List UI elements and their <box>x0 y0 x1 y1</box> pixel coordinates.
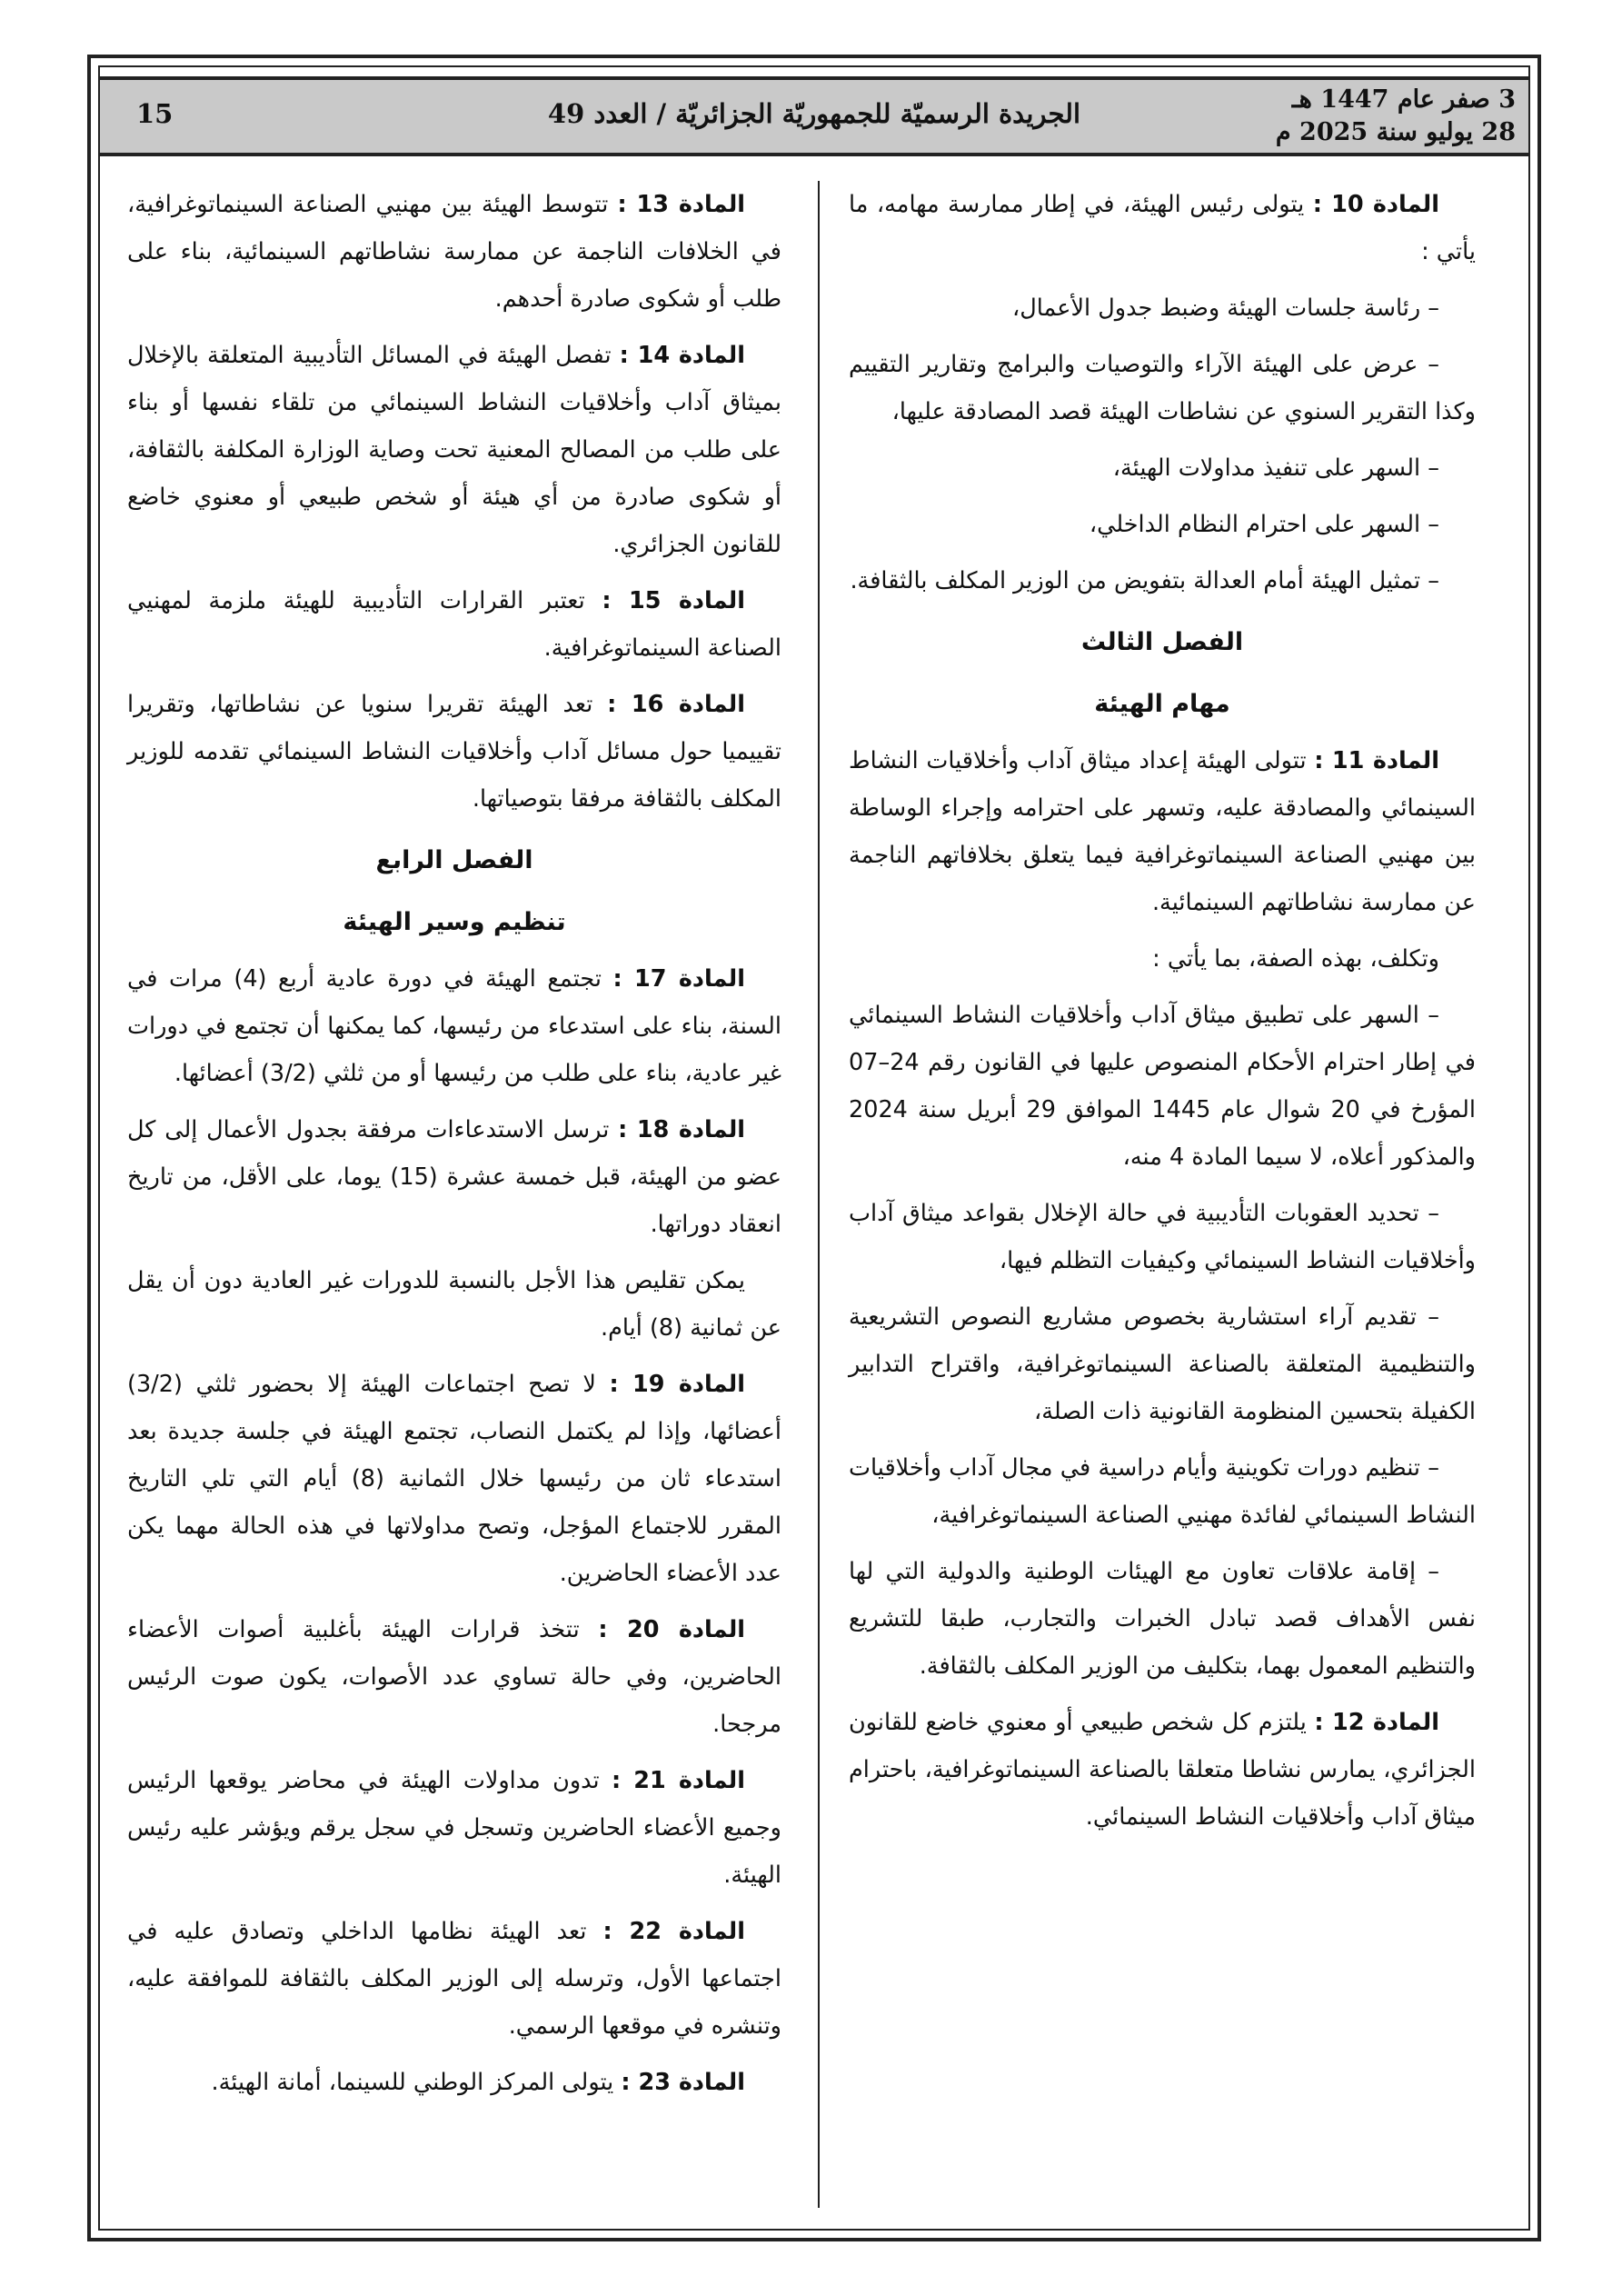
article-label: المادة 13 : <box>617 191 746 218</box>
paragraph <box>849 444 1476 492</box>
paragraph-text: – السهر على احترام النظام الداخلي، <box>1089 511 1439 538</box>
paragraph <box>849 341 1476 435</box>
paragraph-text: – تمثيل الهيئة أمام العدالة بتفويض من الوزير المكلف بالثقافة. <box>850 567 1439 594</box>
paragraph <box>127 332 781 568</box>
paragraph <box>127 681 781 823</box>
page-number: 15 <box>136 98 174 129</box>
article-label: المادة 22 : <box>602 1918 745 1945</box>
paragraph <box>849 1444 1476 1539</box>
paragraph <box>849 557 1476 604</box>
paragraph <box>127 1606 781 1748</box>
paragraph-text: – تحديد العقوبات التأديبية في حالة الإخلال بقواعد ميثاق آداب وأخلاقيات النشاط السينمائي وكيفيات التظلم فيها، <box>849 1200 1476 1274</box>
paragraph-text: تجتمع الهيئة في دورة عادية أربع (4) مرات في السنة، بناء على استدعاء من رئيسها، كما يمكنها أن تجتمع في دورات غير عادية، بناء على طلب من رئيسها أو من ثلثي (3/2) أعضائها. <box>127 965 781 1087</box>
gazette-header <box>100 76 1528 156</box>
article-label: المادة 19 : <box>609 1371 745 1398</box>
section-heading: الفصل الرابع <box>375 846 533 874</box>
article-label: المادة 15 : <box>602 587 745 614</box>
paragraph-text: تفصل الهيئة في المسائل التأديبية المتعلقة بالإخلال بميثاق آداب وأخلاقيات النشاط السينمائي من تلقاء نفسها أو بناء على طلب من المصالح المعنية تحت وصاية الوزارة المكلفة بالثقافة، أو شكوى صادرة من أي هيئة أو شخص طبيعي أو معنوي خاضع للقانون الجزائري. <box>127 342 781 558</box>
paragraph <box>127 1361 781 1597</box>
paragraph <box>849 992 1476 1181</box>
paragraph-text: تعتبر القرارات التأديبية للهيئة ملزمة لمهنيي الصناعة السينماتوغرافية. <box>127 587 781 662</box>
paragraph <box>127 2059 781 2106</box>
section-heading: تنظيم وسير الهيئة <box>343 908 566 936</box>
paragraph-text: – السهر على تطبيق ميثاق آداب وأخلاقيات النشاط السينمائي في إطار احترام الأحكام المنصوص عليها في القانون رقم 24–07 المؤرخ في 20 شوال عام 1445 الموافق 29 أبريل سنة 2024 والمذكور أعلاه، لا سيما المادة 4 منه، <box>849 1002 1477 1171</box>
paragraph <box>127 1757 781 1899</box>
paragraph-text: ترسل الاستدعاءات مرفقة بجدول الأعمال إلى كل عضو من الهيئة، قبل خمسة عشرة (15) يوما، على الأقل، من تاريخ انعقاد دوراتها. <box>127 1116 781 1238</box>
paragraph <box>849 1699 1476 1841</box>
paragraph <box>849 501 1476 548</box>
paragraph-text: – تقديم آراء استشارية بخصوص مشاريع النصوص التشريعية والتنظيمية المتعلقة بالصناعة السينماتوغرافية، واقتراح التدابير الكفيلة بتحسين المنظومة القانونية ذات الصلة، <box>849 1303 1476 1425</box>
paragraph-text: يتولى رئيس الهيئة، في إطار ممارسة مهامه، ما يأتي : <box>849 191 1476 265</box>
paragraph-text: يمكن تقليص هذا الأجل بالنسبة للدورات غير العادية دون أن يقل عن ثمانية (8) أيام. <box>127 1267 781 1342</box>
page-frame <box>87 55 1541 2241</box>
column-divider <box>818 181 820 2208</box>
article-label: المادة 16 : <box>607 691 745 718</box>
article-label: المادة 14 : <box>619 342 745 369</box>
paragraph <box>849 285 1476 332</box>
paragraph <box>127 577 781 672</box>
paragraph <box>849 935 1476 983</box>
paragraph-text: تدون مداولات الهيئة في محاضر يوقعها الرئيس وجميع الأعضاء الحاضرين وتسجل في سجل يرقم ويؤشر عليه رئيس الهيئة. <box>127 1767 781 1889</box>
page-inner-frame <box>98 65 1530 2231</box>
paragraph <box>849 1190 1476 1284</box>
article-label: المادة 21 : <box>611 1767 745 1794</box>
paragraph-text: – السهر على تنفيذ مداولات الهيئة، <box>1112 454 1439 482</box>
date-hijri: 3 صفر عام 1447 هـ <box>1291 85 1516 114</box>
paragraph-text: تعد الهيئة نظامها الداخلي وتصادق عليه في اجتماعها الأول، وترسله إلى الوزير المكلف بالثقافة للموافقة عليه، وتنشره في موقعها الرسمي. <box>127 1918 781 2040</box>
section-heading: الفصل الثالث <box>1080 628 1244 656</box>
paragraph <box>127 1106 781 1248</box>
paragraph <box>849 1293 1476 1435</box>
paragraph <box>127 1908 781 2050</box>
paragraph-text: – إقامة علاقات تعاون مع الهيئات الوطنية والدولية التي لها نفس الأهداف قصد تبادل الخبرات والتجارب، طبقا للتشريع والتنظيم المعمول بهما، بتكليف من الوزير المكلف بالثقافة. <box>849 1558 1476 1680</box>
paragraph-text: تتولى الهيئة إعداد ميثاق آداب وأخلاقيات النشاط السينمائي والمصادقة عليه، وتسهر على احترامه وإجراء الوساطة بين مهنيي الصناعة السينماتوغرافية فيما يتعلق بخلافاتهم الناجمة عن ممارسة نشاطاتهم السينمائية. <box>849 747 1476 916</box>
right-column <box>849 181 1476 1850</box>
article-label: المادة 12 : <box>1314 1709 1439 1736</box>
paragraph-text: يلتزم كل شخص طبيعي أو معنوي خاضع للقانون الجزائري، يمارس نشاطا متعلقا بالصناعة السينماتوغرافية، باحترام ميثاق آداب وأخلاقيات النشاط السينمائي. <box>849 1709 1476 1831</box>
paragraph-text: تتخذ قرارات الهيئة بأغلبية أصوات الأعضاء الحاضرين، وفي حالة تساوي عدد الأصوات، يكون صوت الرئيس مرجحا. <box>127 1616 781 1738</box>
article-label: المادة 10 : <box>1312 191 1439 218</box>
article-label: المادة 17 : <box>612 965 745 993</box>
paragraph-text: – عرض على الهيئة الآراء والتوصيات والبرامج وتقارير التقييم وكذا التقرير السنوي عن نشاطات الهيئة قصد المصادقة عليها، <box>849 351 1476 425</box>
article-label: المادة 20 : <box>598 1616 746 1643</box>
section-heading: مهام الهيئة <box>1094 690 1230 718</box>
paragraph <box>849 181 1476 275</box>
gazette-title: الجريدة الرسميّة للجمهوريّة الجزائريّة / العدد 49 <box>547 98 1081 129</box>
paragraph-text: وتكلف، بهذه الصفة، بما يأتي : <box>1152 945 1439 973</box>
paragraph <box>849 1548 1476 1690</box>
paragraph <box>127 1257 781 1352</box>
paragraph <box>127 955 781 1097</box>
paragraph-text: لا تصح اجتماعات الهيئة إلا بحضور ثلثي (3/2) أعضائها، وإذا لم يكتمل النصاب، تجتمع الهيئة في جلسة جديدة بعد استدعاء ثان من رئيسها خلال الثمانية (8) أيام التي تلي التاريخ المقرر للاجتماع المؤجل، وتصح مداولاتها في هذه الحالة مهما يكن عدد الأعضاء الحاضرين. <box>127 1371 781 1587</box>
article-label: المادة 11 : <box>1314 747 1439 774</box>
article-label: المادة 18 : <box>618 1116 746 1143</box>
paragraph-text: تتوسط الهيئة بين مهنيي الصناعة السينماتوغرافية، في الخلافات الناجمة عن ممارسة نشاطاتهم السينمائية، بناء على طلب أو شكوى صادرة أحدهم. <box>127 191 781 313</box>
paragraph-text: – رئاسة جلسات الهيئة وضبط جدول الأعمال، <box>1012 294 1439 322</box>
paragraph <box>127 181 781 323</box>
date-gregorian: 28 يوليو سنة 2025 م <box>1275 118 1516 146</box>
paragraph <box>849 737 1476 926</box>
article-label: المادة 23 : <box>621 2069 745 2096</box>
left-column <box>127 181 781 2115</box>
paragraph-text: تعد الهيئة تقريرا سنويا عن نشاطاتها، وتقريرا تقييميا حول مسائل آداب وأخلاقيات النشاط السينمائي تقدمه للوزير المكلف بالثقافة مرفقا بتوصياتها. <box>127 691 781 813</box>
paragraph-text: – تنظيم دورات تكوينية وأيام دراسية في مجال آداب وأخلاقيات النشاط السينمائي لفائدة مهنيي الصناعة السينماتوغرافية، <box>849 1454 1476 1529</box>
paragraph-text: يتولى المركز الوطني للسينما، أمانة الهيئة. <box>211 2069 614 2096</box>
